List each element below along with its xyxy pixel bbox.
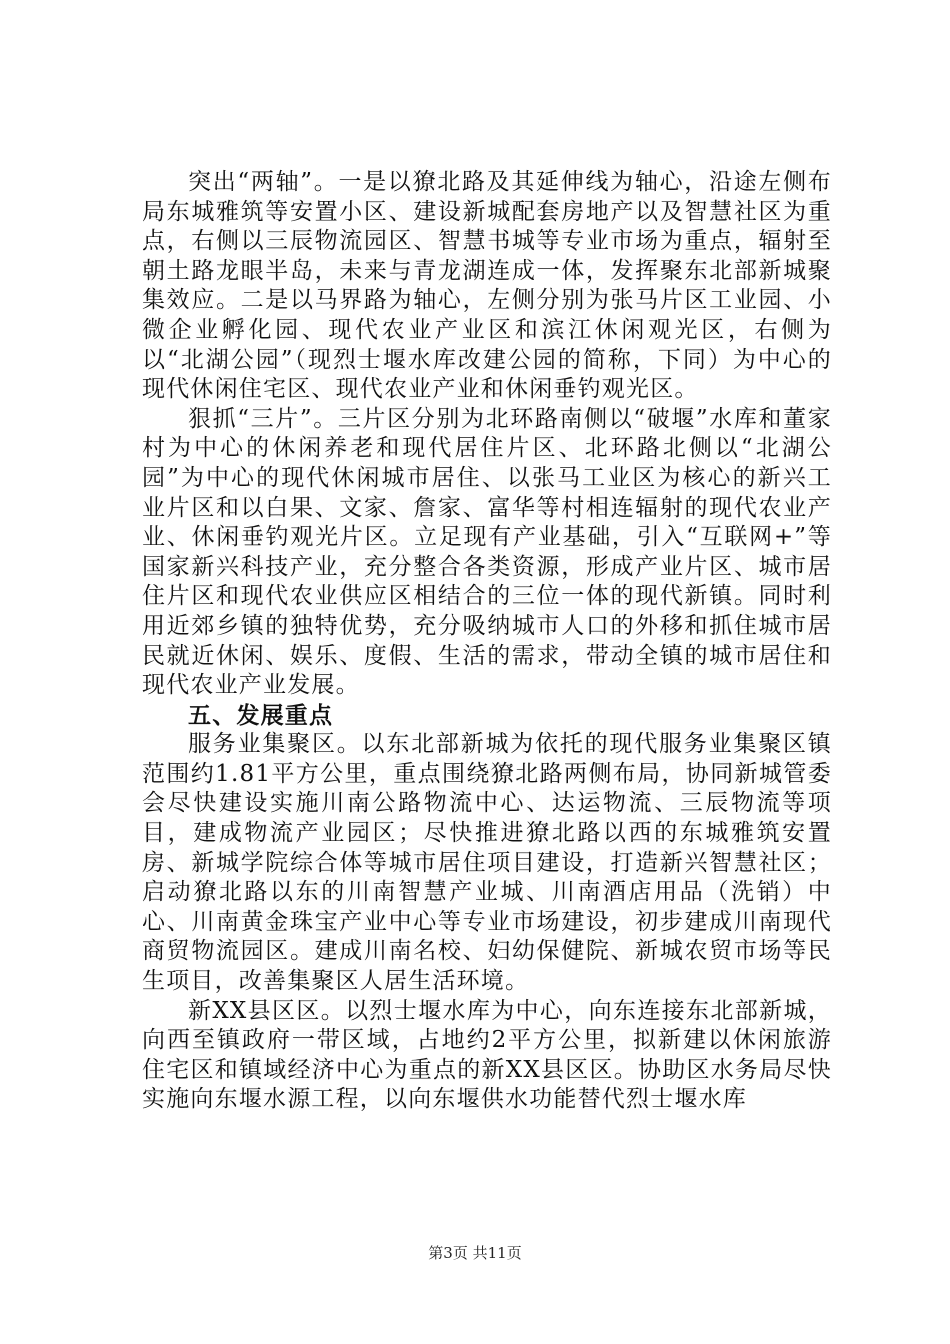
section-heading: 五、发展重点 (188, 701, 334, 729)
paragraph-two-axes: 突出“两轴”。一是以獠北路及其延伸线为轴心，沿途左侧布局东城雅筑等安置小区、建设新城配套房地产以及智慧社区为重点，右侧以三辰物流园区、智慧书城等专业市场为重点，辐射至朝土路龙眼半岛，未来与青龙湖连成一体，发挥聚东北部新城聚集效应。二是以马界路为轴心，左侧分别为张马片区工业园、小微企业孵化园、现代农业产业区和滨江休闲观光区，右侧为以“北湖公园”（现烈士堰水库改建公园的简称，下同）为中心的现代休闲住宅区、现代农业产业和休闲垂钓观光区。 (142, 169, 832, 403)
paragraph-new-district: 新XX县区区。以烈士堰水库为中心，向东连接东北部新城，向西至镇政府一带区域，占地约2平方公里，拟新建以休闲旅游住宅区和镇域经济中心为重点的新XX县区区。协助区水务局尽快实施向东堰水源工程，以向东堰供水功能替代烈士堰水库 (142, 997, 832, 1113)
document-body (142, 168, 832, 1115)
page-number-footer: 第3页 共11页 (428, 1244, 522, 1262)
paragraph-three-zones: 狠抓“三片”。三片区分别为北环路南侧以“破堰”水库和董家村为中心的休闲养老和现代居住片区、北环路北侧以“北湖公园”为中心的现代休闲城市居住、以张马工业区为核心的新兴工业片区和以白果、文家、詹家、富华等村相连辐射的现代农业产业、休闲垂钓观光片区。立足现有产业基础，引入“互联网+”等国家新兴科技产业，充分整合各类资源，形成产业片区、城市居住片区和现代农业供应区相结合的三位一体的现代新镇。同时利用近郊乡镇的独特优势，充分吸纳城市人口的外移和抓住城市居民就近休闲、娱乐、度假、生活的需求，带动全镇的城市居住和现代农业产业发展。 (142, 405, 832, 699)
paragraph-service-cluster: 服务业集聚区。以东北部新城为依托的现代服务业集聚区镇范围约1.81平方公里，重点围绕獠北路两侧布局，协同新城管委会尽快建设实施川南公路物流中心、达运物流、三辰物流等项目，建成物流产业园区；尽快推进獠北路以西的东城雅筑安置房、新城学院综合体等城市居住项目建设，打造新兴智慧社区；启动獠北路以东的川南智慧产业城、川南酒店用品（洗销）中心、川南黄金珠宝产业中心等专业市场建设，初步建成川南现代商贸物流园区。建成川南名校、妇幼保健院、新城农贸市场等民生项目，改善集聚区人居生活环境。 (142, 731, 832, 995)
